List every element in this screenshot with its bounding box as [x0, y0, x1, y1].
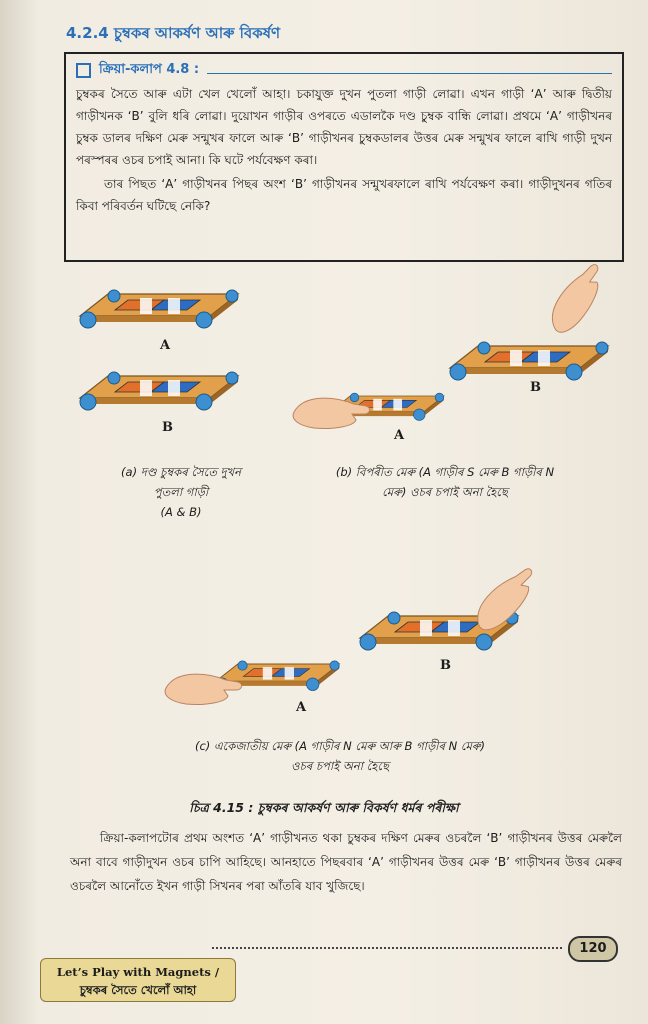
label-c-a: A: [296, 700, 307, 715]
label-b-a: A: [394, 428, 405, 443]
cart-b-b: [450, 342, 608, 380]
figure-title: চিত্ৰ 4.15 : চুম্বকৰ আকৰ্ষণ আৰু বিকৰ্ষণ ধৰ্মৰ পৰীক্ষা: [189, 800, 459, 815]
section-heading: 4.2.4 চুম্বকৰ আকৰ্ষণ আৰু বিকৰ্ষণ: [66, 24, 281, 42]
caption-b: (b) বিপৰীত মেৰু (A গাড়ীৰ S মেৰু B গাড়ীৰ N মেৰু) ওচৰ চপাই অনা হৈছে: [335, 465, 555, 499]
page-number: 120: [568, 936, 618, 962]
label-b-b: B: [530, 380, 541, 395]
cart-a-top: [80, 290, 238, 328]
activity-paragraph-1: চুম্বকৰ সৈতে আৰু এটা খেল খেলোঁ আহা। চকাযুক্ত দুখন পুতলা গাড়ী লোৱা। এখন গাড়ী ‘A’ আৰু দ্বিতীয় গাড়ীখনক ‘B’ বুলি ধৰি লোৱা। দুয়োখন গাড়ীৰ ওপৰতে এডালকৈ দণ্ড চুম্বক বান্ধি লোৱা। প্ৰথমে ‘A’ গাড়ীখনৰ চুম্বক ডালৰ দক্ষিণ মেৰু সন্মুখৰ ফালে আৰু ‘B’ গাড়ীখনৰ চুম্বকডালৰ উত্তৰ মেৰু সন্মুখৰ ফালে ৰাখি গাড়ী দুখন পৰস্পৰৰ ওচৰ চপাই আনা। কি ঘটে পৰ্যবেক্ষণ কৰা।: [76, 87, 612, 167]
caption-a: (a) দণ্ড চুম্বকৰ সৈতে দুখন পুতলা গাড়ী (A & B): [121, 465, 241, 519]
label-c-b: B: [440, 658, 451, 673]
activity-title: ক্ৰিয়া-কলাপ 4.8 :: [99, 62, 200, 77]
label-a-top: A: [160, 338, 171, 353]
cart-b-bottom: [80, 372, 238, 410]
activity-paragraph-2: তাৰ পিছত ‘A’ গাড়ীখনৰ পিছৰ অংশ ‘B’ গাড়ীখনৰ সন্মুখৰফালে ৰাখি পৰ্যবেক্ষণ কৰা। গাড়ীদুখনৰ গতিৰ কিবা পৰিবৰ্তন ঘটিছে নেকি?: [76, 177, 612, 213]
chapter-footer-tag: [40, 958, 236, 1002]
footer-line-english: Let’s Play with Magnets /: [56, 965, 220, 979]
hand-b-top: [543, 258, 612, 338]
label-b-bottom: B: [162, 420, 173, 435]
caption-c: (c) একেজাতীয় মেৰু (A গাড়ীৰ N মেৰু আৰু B গাড়ীৰ N মেৰু) ওচৰ চপাই অনা হৈছে: [194, 739, 486, 773]
footer-line-assamese: চুম্বকৰ সৈতে খেলোঁ আহা: [79, 983, 197, 997]
explanation-paragraph: ক্ৰিয়া-কলাপটোৰ প্ৰথম অংশত ‘A’ গাড়ীখনত থকা চুম্বকৰ দক্ষিণ মেৰুৰ ওচৰলৈ ‘B’ গাড়ীখনৰ উত্তৰ মেৰুলৈ অনা বাবে গাড়ীদুখন ওচৰ চাপি আহিছে। আনহাতে পিছৰবাৰ ‘A’ গাড়ীখনৰ উত্তৰ মেৰু ‘B’ গাড়ীখনৰ উত্তৰ মেৰুৰ ওচৰলৈ আনোঁতে ইখন গাড়ী সিখনৰ পৰা আঁতৰি যাব খুজিছে।: [70, 831, 622, 893]
dotted-divider: [212, 947, 562, 949]
